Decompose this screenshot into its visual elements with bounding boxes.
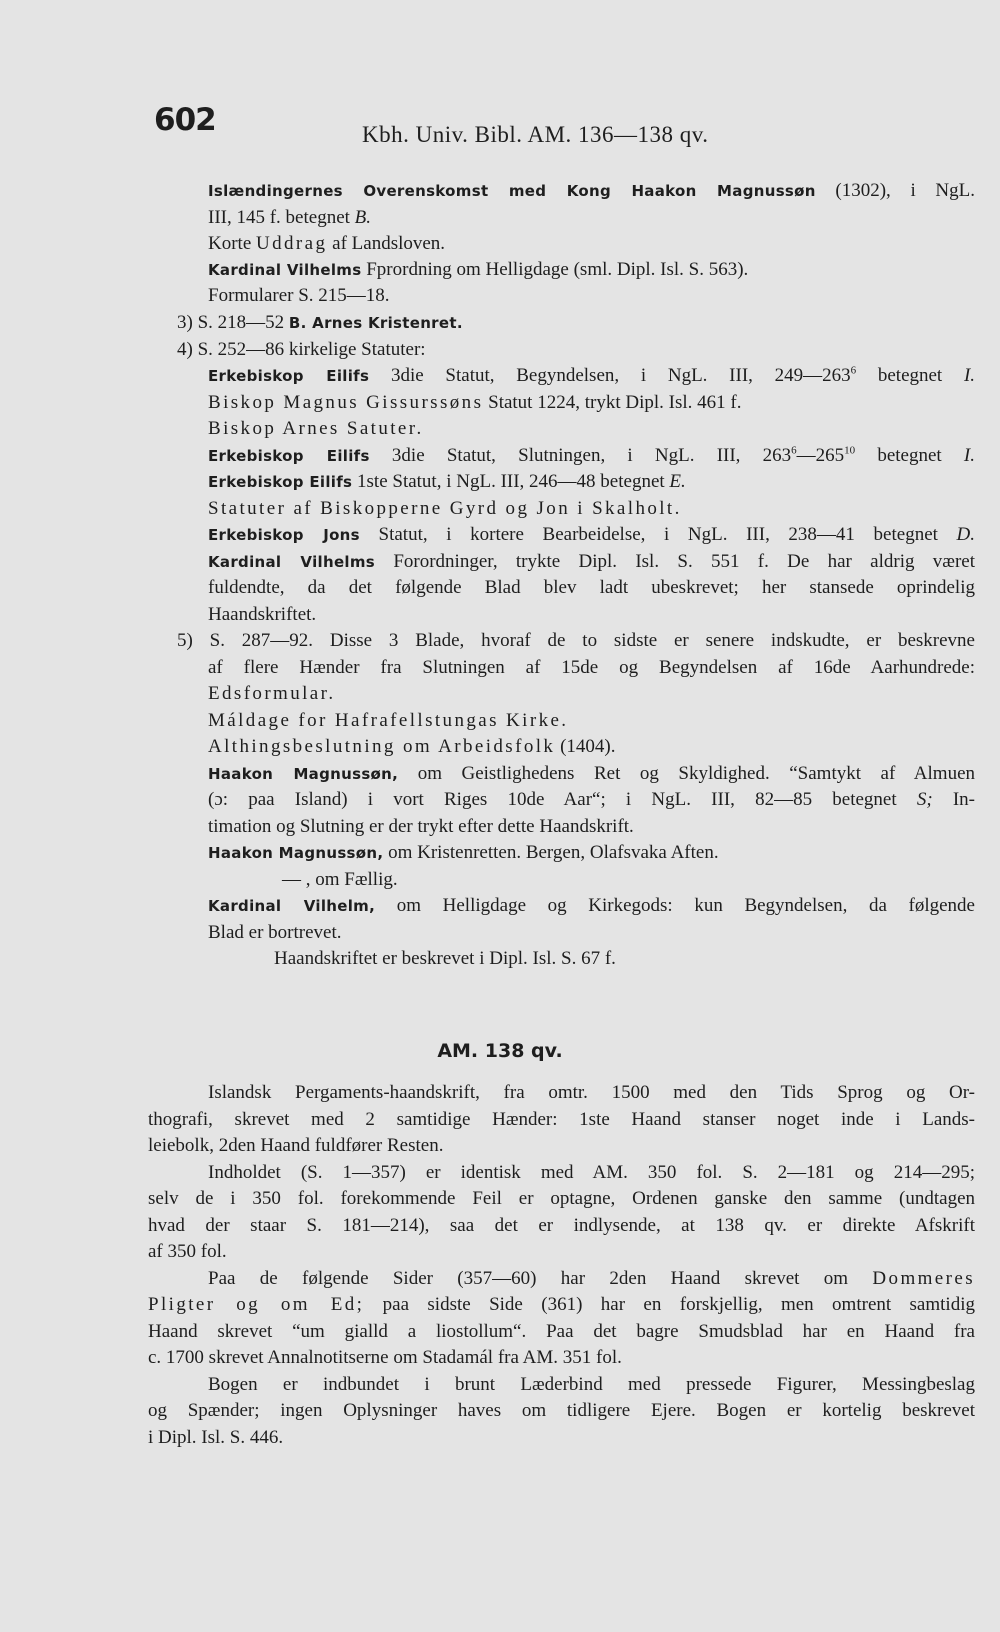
text-line: [208, 655, 975, 681]
text-run: Kardinal Vilhelms: [208, 261, 362, 279]
text-line: [208, 363, 975, 389]
text-run: og Spænder; ingen Oplysninger haves om tidligere Ejere. Bogen er kortelig beskrevet: [148, 1400, 975, 1421]
text-line: [208, 205, 371, 231]
text-line: [208, 496, 682, 522]
text-line: [208, 469, 686, 495]
text-run: III, 145 f. betegnet: [208, 207, 355, 228]
text-run: I.: [963, 365, 976, 386]
text-run: (ɔ: paa Island) i vort Riges 10de Aar“; i NgL. III, 82—85 betegnet: [208, 789, 917, 810]
text-run: Uddrag: [256, 233, 328, 254]
text-run: Bogen er indbundet i brunt Læderbind med pressede Figurer, Messingbeslag: [208, 1374, 975, 1395]
text-run: 3die Statut, Begyndelsen, i NgL. III, 249—263: [369, 365, 851, 386]
text-run: 5) S. 287—92. Disse 3 Blade, hvoraf de to sidste er senere indskudte, er beskrevne: [177, 630, 975, 651]
text-line: [148, 1186, 975, 1212]
text-run: Dommeres: [872, 1268, 975, 1289]
section-heading: AM. 138 qv.: [437, 1040, 563, 1062]
text-run: I.: [963, 445, 975, 466]
text-run: Kardinal Vilhelms: [208, 553, 376, 571]
text-line: [208, 734, 615, 760]
text-line: [208, 1266, 975, 1292]
text-run: B.: [354, 207, 372, 228]
text-run: (1302), i NgL.: [815, 180, 975, 201]
text-run: Erkebiskop Eilifs: [208, 367, 370, 385]
text-line: [177, 337, 426, 363]
text-line: [208, 575, 975, 601]
text-line: [208, 549, 975, 575]
text-run: thografi, skrevet med 2 samtidige Hænder: 1ste Haand stanser noget inde i Lands-: [148, 1109, 975, 1130]
text-run: Statut 1224, trykt Dipl. Isl. 461 f.: [483, 392, 742, 413]
text-run: selv de i 350 fol. forekommende Feil er optagne, Ordenen ganske den samme (undtagen: [148, 1188, 975, 1209]
text-run: om Kristenretten. Bergen, Olafsvaka Aften.: [383, 842, 719, 863]
text-run: af 350 fol.: [148, 1241, 227, 1262]
text-line: [282, 867, 398, 893]
text-run: —265: [796, 445, 845, 466]
text-run: af flere Hænder fra Slutningen af 15de og Begyndelsen af 16de Aarhundrede:: [208, 657, 975, 678]
text-line: [208, 443, 975, 469]
text-line: [208, 257, 748, 283]
text-run: Biskop Arnes Satuter.: [208, 418, 424, 439]
text-line: [208, 761, 975, 787]
text-run: Kardinal Vilhelm,: [208, 897, 376, 915]
text-run: Indholdet (S. 1—357) er identisk med AM. 350 fol. S. 2—181 og 214—295;: [208, 1162, 975, 1183]
text-run: hvad der staar S. 181—214), saa det er indlysende, at 138 qv. er direkte Afskrift: [148, 1215, 975, 1236]
text-run: Haandskriftet.: [208, 604, 317, 625]
text-run: In-: [932, 789, 976, 810]
text-line: [208, 416, 424, 442]
text-line: [208, 602, 316, 628]
text-line: [208, 522, 975, 548]
text-run: Statut, i kortere Bearbeidelse, i NgL. III, 238—41 betegnet: [359, 524, 957, 545]
text-line: [208, 1372, 975, 1398]
text-run: Haakon Magnussøn,: [208, 765, 399, 783]
text-run: betegnet: [856, 365, 964, 386]
text-line: [148, 1292, 975, 1318]
text-line: [148, 1213, 975, 1239]
text-run: Pligter og om Ed;: [148, 1294, 365, 1315]
text-line: [148, 1398, 975, 1424]
text-run: timation og Slutning er der trykt efter dette Haandskrift.: [208, 816, 634, 837]
text-run: c. 1700 skrevet Annalnotitserne om Stadamál fra AM. 351 fol.: [148, 1347, 622, 1368]
text-run: D.: [956, 524, 976, 545]
text-run: B. Arnes Kristenret.: [288, 314, 463, 332]
text-line: [274, 946, 616, 972]
text-line: [148, 1345, 622, 1371]
text-run: Haandskriftet er beskrevet i Dipl. Isl. S. 67 f.: [274, 948, 616, 969]
text-run: Haand skrevet “um gialld a liostollum“. Paa det bagre Smudsblad har en Haand fra: [148, 1321, 975, 1342]
text-line: [208, 283, 390, 309]
text-line: [148, 1133, 443, 1159]
text-line: [208, 681, 335, 707]
text-run: 10: [844, 444, 856, 457]
text-line: [148, 1239, 227, 1265]
text-run: paa sidste Side (361) har en forskjellig, men omtrent samtidig: [364, 1294, 975, 1315]
text-line: [208, 840, 719, 866]
text-line: [208, 390, 741, 416]
text-run: Edsformular.: [208, 683, 336, 704]
text-run: 6: [850, 364, 857, 377]
text-run: Máldage for Hafrafellstungas Kirke.: [208, 710, 569, 731]
text-run: 4) S. 252—86 kirkelige Statuter:: [177, 339, 426, 360]
text-run: 3die Statut, Slutningen, i NgL. III, 263: [369, 445, 792, 466]
text-run: leiebolk, 2den Haand fuldfører Resten.: [148, 1135, 444, 1156]
text-run: (1404).: [555, 736, 616, 757]
text-line: [177, 310, 463, 336]
text-line: [208, 178, 975, 204]
text-line: [177, 628, 975, 654]
page-number: 602: [154, 102, 216, 138]
text-line: [148, 1319, 975, 1345]
text-run: betegnet: [855, 445, 964, 466]
text-run: Biskop Magnus Gissurssøns: [208, 392, 484, 413]
text-line: [208, 708, 568, 734]
text-line: [148, 1107, 975, 1133]
text-run: af Landsloven.: [327, 233, 446, 254]
text-run: Blad er bortrevet.: [208, 922, 342, 943]
text-line: [208, 1080, 975, 1106]
text-run: S;: [916, 789, 933, 810]
text-line: [208, 814, 634, 840]
text-run: Islandsk Pergaments-haandskrift, fra omtr. 1500 med den Tids Sprog og Or-: [208, 1082, 975, 1103]
text-run: Forordninger, trykte Dipl. Isl. S. 551 f. De har aldrig været: [375, 551, 976, 572]
text-run: Erkebiskop Eilifs: [208, 447, 370, 465]
text-line: [208, 1160, 975, 1186]
text-run: Fprordning om Helligdage (sml. Dipl. Isl. S. 563).: [361, 259, 749, 280]
text-line: [208, 920, 341, 946]
text-run: i Dipl. Isl. S. 446.: [148, 1427, 284, 1448]
text-run: Erkebiskop Jons: [208, 526, 360, 544]
text-run: Haakon Magnussøn,: [208, 844, 384, 862]
running-header: Kbh. Univ. Bibl. AM. 136—138 qv.: [362, 122, 709, 147]
text-run: Paa de følgende Sider (357—60) har 2den Haand skrevet om: [208, 1268, 873, 1289]
text-line: [208, 231, 445, 257]
text-line: [208, 893, 975, 919]
text-run: Statuter af Biskopperne Gyrd og Jon i Skalholt.: [208, 498, 682, 519]
text-run: Korte: [208, 233, 257, 254]
text-run: Formularer S. 215—18.: [208, 285, 390, 306]
text-line: [208, 787, 975, 813]
text-run: E.: [669, 471, 686, 492]
text-run: fuldendte, da det følgende Blad blev ladt ubeskrevet; her stansede oprindelig: [208, 577, 975, 598]
text-run: om Helligdage og Kirkegods: kun Begyndelsen, da følgende: [375, 895, 975, 916]
text-run: om Geistlighedens Ret og Skyldighed. “Samtykt af Almuen: [398, 763, 976, 784]
text-run: Althingsbeslutning om Arbeidsfolk: [208, 736, 556, 757]
text-line: [148, 1425, 283, 1451]
text-run: 1ste Statut, i NgL. III, 246—48 betegnet: [352, 471, 670, 492]
text-run: Islændingernes Overenskomst med Kong Haakon Magnussøn: [208, 182, 816, 200]
text-run: — , om Fællig.: [282, 869, 398, 890]
text-run: Erkebiskop Eilifs: [208, 473, 353, 491]
text-run: 6: [791, 444, 797, 457]
text-run: 3) S. 218—52: [177, 312, 289, 333]
